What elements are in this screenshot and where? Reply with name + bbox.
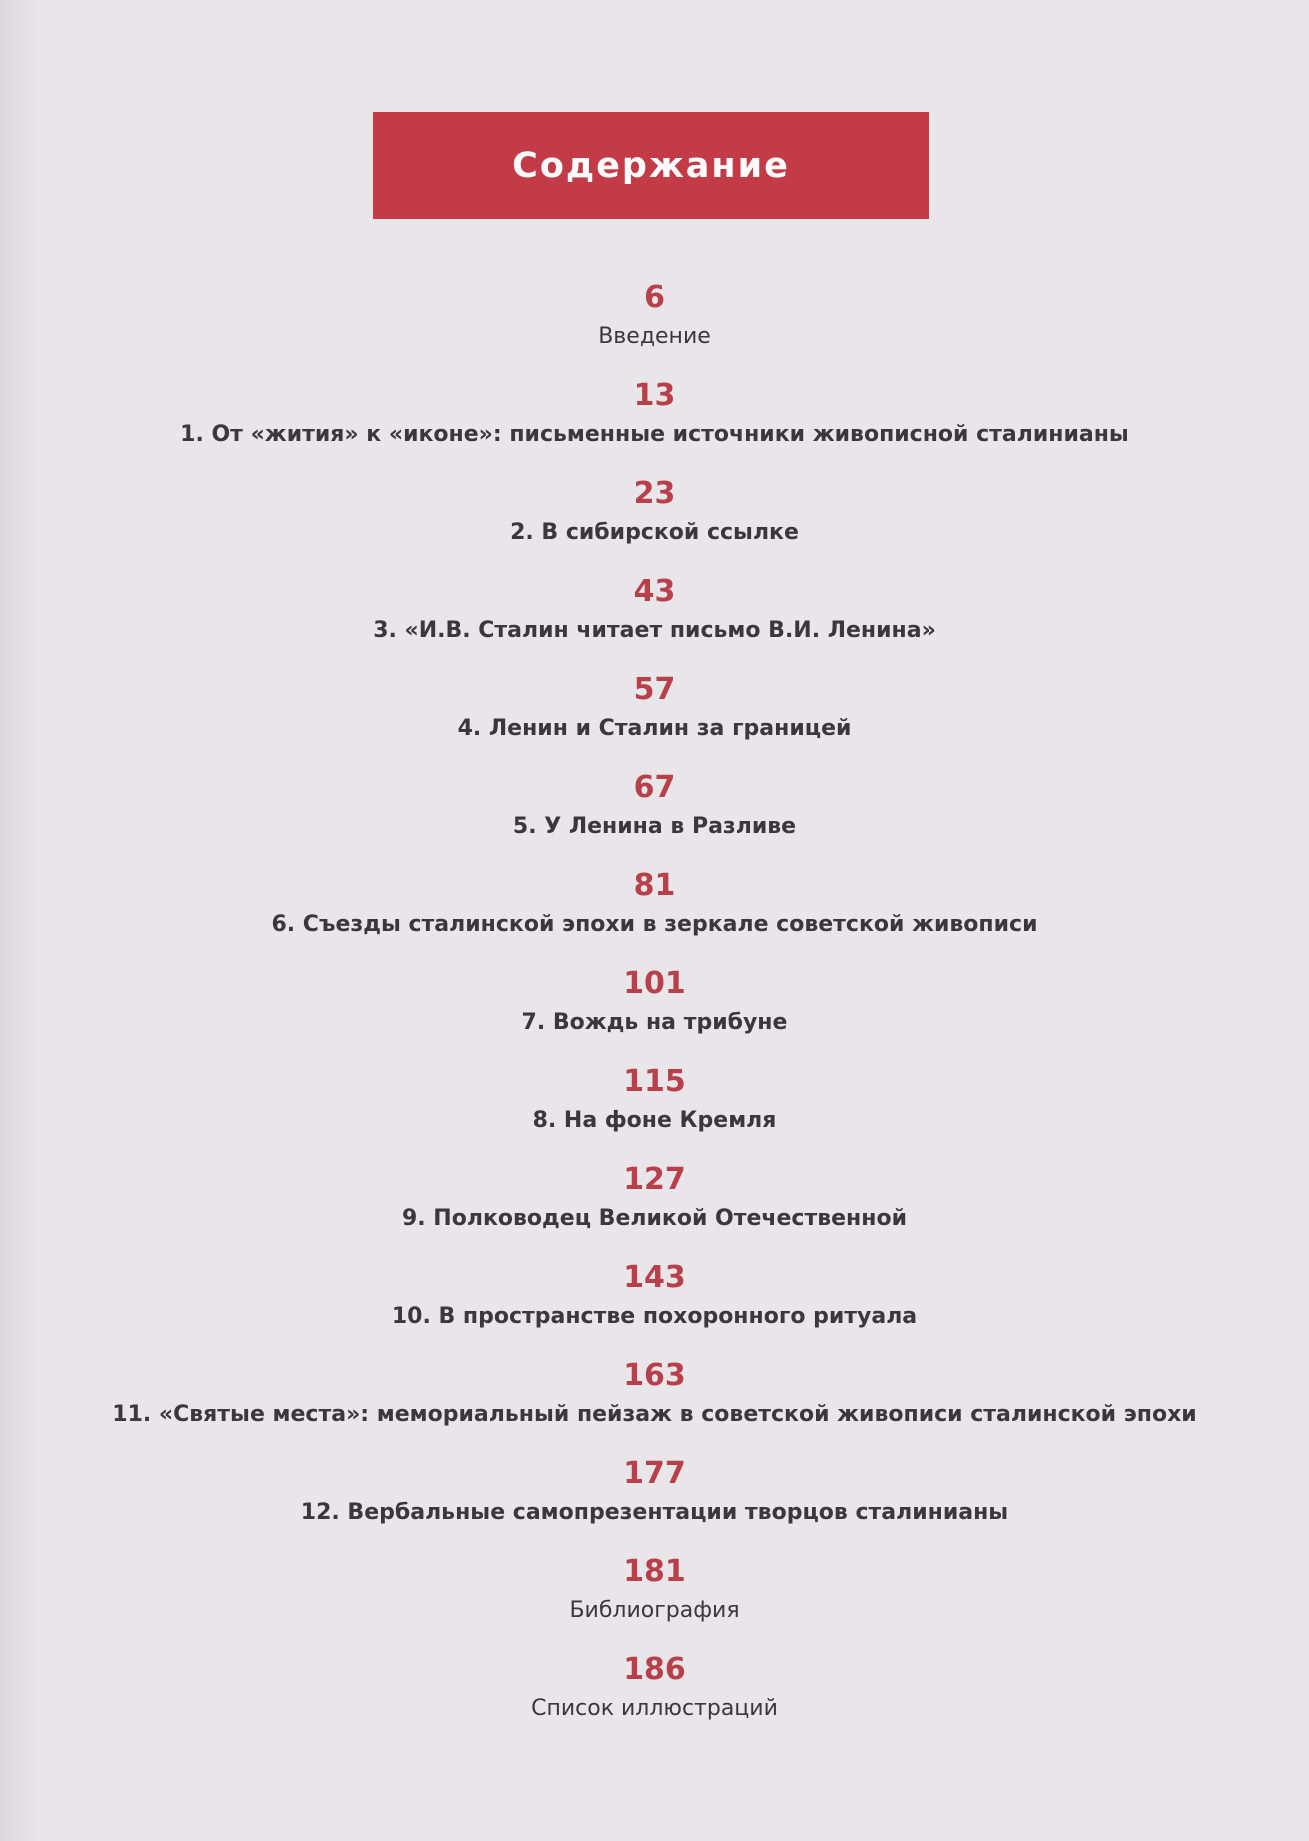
toc-entry xyxy=(0,374,1309,472)
toc-entry xyxy=(0,1452,1309,1550)
toc-entry xyxy=(0,1060,1309,1158)
toc-entry-title: 1. От «жития» к «иконе»: письменные источники живописной сталинианы xyxy=(180,422,1129,447)
toc-entry-title: Введение xyxy=(598,324,711,349)
toc-entry-page-number: 181 xyxy=(623,1554,686,1589)
toc-entry-page-number: 177 xyxy=(623,1456,686,1491)
toc-entry xyxy=(0,766,1309,864)
toc-entry-title: 12. Вербальные самопрезентации творцов сталинианы xyxy=(300,1500,1009,1525)
toc-entry xyxy=(0,1256,1309,1354)
toc-entry-page-number: 13 xyxy=(633,378,676,413)
toc-entry-title: 11. «Святые места»: мемориальный пейзаж в советской живописи сталинской эпохи xyxy=(112,1402,1197,1427)
toc-entry xyxy=(0,962,1309,1060)
toc-entry-title: 2. В сибирской ссылке xyxy=(510,520,799,545)
toc-entry-title: 4. Ленин и Сталин за границей xyxy=(457,716,852,741)
table-of-contents xyxy=(0,276,1309,1746)
toc-entry xyxy=(0,1158,1309,1256)
toc-entry-page-number: 127 xyxy=(623,1162,686,1197)
toc-entry xyxy=(0,1550,1309,1648)
toc-entry-title: 9. Полководец Великой Отечественной xyxy=(401,1206,907,1231)
toc-entry-title: 8. На фоне Кремля xyxy=(532,1108,777,1133)
toc-entry-title: 10. В пространстве похоронного ритуала xyxy=(391,1304,918,1329)
toc-entry-page-number: 81 xyxy=(633,868,676,903)
toc-entry-title: Список иллюстраций xyxy=(531,1696,778,1721)
contents-heading: Содержание xyxy=(512,145,790,186)
toc-entry xyxy=(0,668,1309,766)
toc-entry xyxy=(0,472,1309,570)
toc-entry xyxy=(0,276,1309,374)
toc-entry xyxy=(0,1354,1309,1452)
toc-entry-title: 6. Съезды сталинской эпохи в зеркале советской живописи xyxy=(271,912,1038,937)
toc-entry-page-number: 101 xyxy=(623,966,686,1001)
toc-entry-page-number: 67 xyxy=(633,770,676,805)
toc-entry-page-number: 57 xyxy=(633,672,676,707)
contents-heading-box xyxy=(373,112,929,219)
toc-entry xyxy=(0,570,1309,668)
toc-entry-page-number: 43 xyxy=(633,574,676,609)
toc-entry xyxy=(0,864,1309,962)
toc-entry-page-number: 186 xyxy=(623,1652,686,1687)
toc-entry-page-number: 23 xyxy=(633,476,676,511)
toc-entry-title: Библиография xyxy=(569,1598,740,1623)
toc-entry xyxy=(0,1648,1309,1746)
toc-entry-page-number: 115 xyxy=(623,1064,686,1099)
toc-entry-title: 5. У Ленина в Разливе xyxy=(512,814,797,839)
toc-entry-page-number: 163 xyxy=(623,1358,686,1393)
toc-entry-page-number: 143 xyxy=(623,1260,686,1295)
toc-entry-title: 3. «И.В. Сталин читает письмо В.И. Ленина» xyxy=(373,618,936,643)
toc-entry-page-number: 6 xyxy=(644,280,665,315)
toc-entry-title: 7. Вождь на трибуне xyxy=(521,1010,788,1035)
